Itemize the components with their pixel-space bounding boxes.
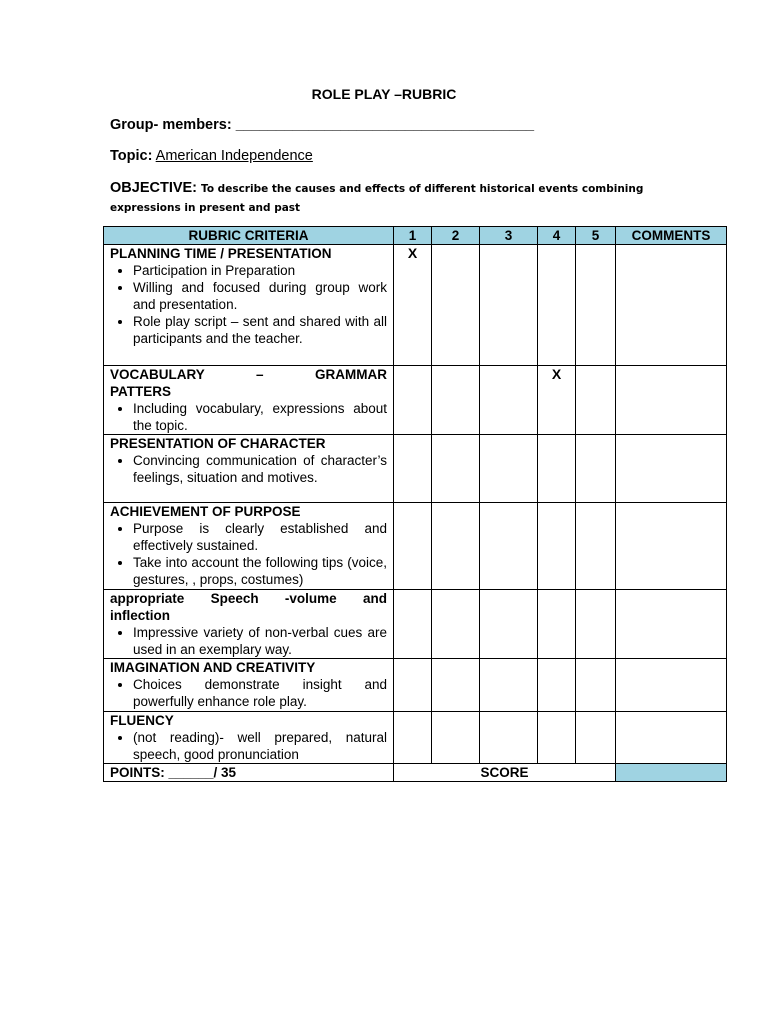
header-score-2: 2 xyxy=(432,227,480,245)
topic-value: American Independence xyxy=(155,148,313,164)
score-cell-5[interactable] xyxy=(576,659,616,712)
criteria-bullet: • Purpose is clearly established and effectively sustained. xyxy=(133,520,387,554)
score-cell-3[interactable] xyxy=(480,435,538,503)
comments-cell[interactable] xyxy=(616,503,727,590)
criteria-cell xyxy=(104,245,394,366)
comments-cell[interactable] xyxy=(616,435,727,503)
criteria-title: PRESENTATION OF CHARACTER xyxy=(110,436,326,451)
criteria-bullet: • Impressive variety of non-verbal cues are used in an exemplary way. xyxy=(133,624,387,658)
criteria-bullets xyxy=(110,452,387,486)
score-cell-1[interactable] xyxy=(394,590,432,659)
criteria-bullet: • Choices demonstrate insight and powerfully enhance role play. xyxy=(133,676,387,710)
group-members-line xyxy=(110,117,534,133)
criteria-bullets xyxy=(110,729,387,763)
criteria-bullet: • Take into account the following tips (voice, gestures, , props, costumes) xyxy=(133,554,387,588)
objective-label: OBJECTIVE: xyxy=(110,180,198,196)
header-score-3: 3 xyxy=(480,227,538,245)
score-cell-5[interactable] xyxy=(576,590,616,659)
criteria-cell xyxy=(104,435,394,503)
score-cell-4[interactable] xyxy=(538,245,576,366)
score-cell-2[interactable] xyxy=(432,245,480,366)
score-cell-1[interactable] xyxy=(394,712,432,764)
table-header-row xyxy=(104,227,727,245)
comments-cell[interactable] xyxy=(616,245,727,366)
score-cell-4[interactable] xyxy=(538,712,576,764)
objective-text: To describe the causes and effects of different historical events combining expressions in present and past xyxy=(110,183,644,214)
group-members-blank[interactable]: _____________________________________ xyxy=(235,117,535,133)
header-score-5: 5 xyxy=(576,227,616,245)
score-cell-4[interactable]: X xyxy=(538,366,576,435)
criteria-cell xyxy=(104,659,394,712)
comments-cell[interactable] xyxy=(616,712,727,764)
criteria-cell xyxy=(104,590,394,659)
objective-line xyxy=(110,179,670,217)
score-cell-5[interactable] xyxy=(576,245,616,366)
criteria-bullets xyxy=(110,262,387,347)
comments-cell[interactable] xyxy=(616,590,727,659)
criteria-cell xyxy=(104,503,394,590)
criteria-title: ACHIEVEMENT OF PURPOSE xyxy=(110,504,301,519)
table-row xyxy=(104,659,727,712)
score-cell-2[interactable] xyxy=(432,590,480,659)
criteria-title: VOCABULARY – GRAMMAR xyxy=(110,367,387,382)
criteria-bullet: • Role play script – sent and shared with all participants and the teacher. xyxy=(133,313,387,347)
score-cell-3[interactable] xyxy=(480,712,538,764)
score-cell-5[interactable] xyxy=(576,435,616,503)
table-row xyxy=(104,245,727,366)
comments-cell[interactable] xyxy=(616,659,727,712)
score-cell-3[interactable] xyxy=(480,503,538,590)
score-cell-4[interactable] xyxy=(538,659,576,712)
criteria-title-cont: inflection xyxy=(110,608,170,623)
criteria-title: FLUENCY xyxy=(110,713,174,728)
rubric-table xyxy=(103,226,727,782)
criteria-cell xyxy=(104,366,394,435)
comments-cell[interactable] xyxy=(616,366,727,435)
criteria-bullet: • Willing and focused during group work and presentation. xyxy=(133,279,387,313)
score-cell-3[interactable] xyxy=(480,245,538,366)
score-cell-4[interactable] xyxy=(538,590,576,659)
score-cell-1[interactable]: X xyxy=(394,245,432,366)
score-cell-5[interactable] xyxy=(576,712,616,764)
score-value-cell[interactable] xyxy=(616,764,727,782)
score-cell-2[interactable] xyxy=(432,503,480,590)
score-cell-2[interactable] xyxy=(432,366,480,435)
table-row xyxy=(104,590,727,659)
score-cell-5[interactable] xyxy=(576,503,616,590)
score-cell-4[interactable] xyxy=(538,435,576,503)
score-cell-3[interactable] xyxy=(480,366,538,435)
page-title: ROLE PLAY –RUBRIC xyxy=(311,86,457,102)
criteria-title: IMAGINATION AND CREATIVITY xyxy=(110,660,316,675)
score-cell-5[interactable] xyxy=(576,366,616,435)
header-score-1: 1 xyxy=(394,227,432,245)
topic-line xyxy=(110,148,313,164)
criteria-bullet: • Including vocabulary, expressions about the topic. xyxy=(133,400,387,434)
criteria-cell xyxy=(104,712,394,764)
criteria-bullet: • Convincing communication of character’s feelings, situation and motives. xyxy=(133,452,387,486)
header-comments: COMMENTS xyxy=(616,227,727,245)
score-cell-4[interactable] xyxy=(538,503,576,590)
criteria-bullets xyxy=(110,624,387,658)
score-cell-2[interactable] xyxy=(432,659,480,712)
score-cell-1[interactable] xyxy=(394,435,432,503)
table-row xyxy=(104,435,727,503)
score-cell-3[interactable] xyxy=(480,659,538,712)
score-cell-3[interactable] xyxy=(480,590,538,659)
criteria-bullets xyxy=(110,676,387,710)
criteria-bullets xyxy=(110,520,387,588)
header-score-4: 4 xyxy=(538,227,576,245)
points-row xyxy=(104,764,727,782)
table-row xyxy=(104,712,727,764)
score-cell-1[interactable] xyxy=(394,503,432,590)
table-row xyxy=(104,366,727,435)
score-cell-1[interactable] xyxy=(394,659,432,712)
points-total[interactable]: POINTS: ______/ 35 xyxy=(104,764,394,782)
score-cell-2[interactable] xyxy=(432,435,480,503)
topic-label: Topic: xyxy=(110,148,153,164)
score-cell-1[interactable] xyxy=(394,366,432,435)
criteria-title-cont: PATTERS xyxy=(110,384,172,399)
criteria-title: appropriate Speech -volume and xyxy=(110,591,387,606)
group-members-label: Group- members: xyxy=(110,117,232,133)
criteria-bullets xyxy=(110,400,387,434)
table-row xyxy=(104,503,727,590)
score-cell-2[interactable] xyxy=(432,712,480,764)
criteria-title: PLANNING TIME / PRESENTATION xyxy=(110,246,332,261)
criteria-bullet: • (not reading)- well prepared, natural speech, good pronunciation xyxy=(133,729,387,763)
criteria-bullet: • Participation in Preparation xyxy=(133,262,387,279)
header-rubric-criteria: RUBRIC CRITERIA xyxy=(104,227,394,245)
score-label: SCORE xyxy=(394,764,616,782)
